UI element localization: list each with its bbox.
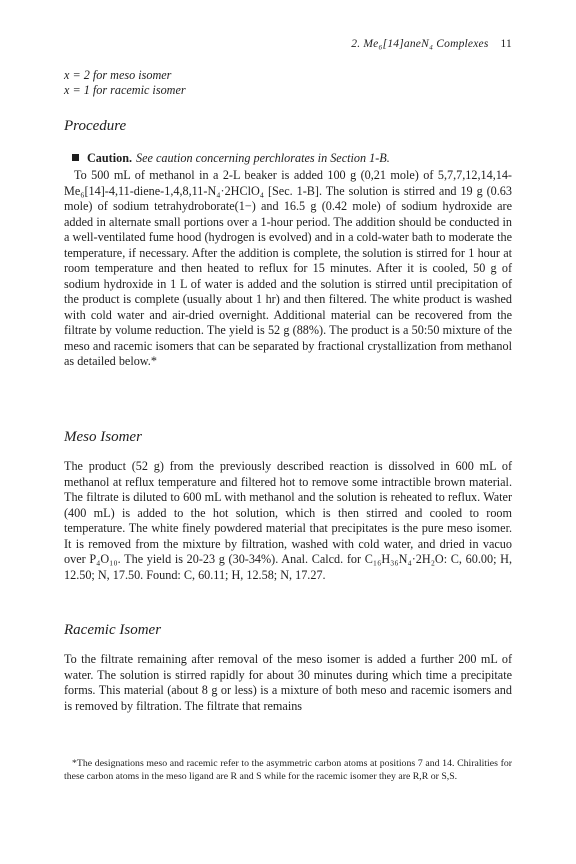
running-head bbox=[351, 38, 512, 50]
racemic-body: To the filtrate remaining after removal of the meso isomer is added a further 200 mL of water. The solution is stirred rapidly for about 30 minutes during which time a precipitate forms. This material (about 8 g or less) is a mixture of both meso and racemic isomers and is removed by filtration. The filtrate that remains bbox=[64, 652, 512, 713]
running-head-title: 2. Me₆[14]aneN₄ Complexes bbox=[351, 38, 489, 50]
definition-meso: x = 2 for meso isomer bbox=[64, 68, 172, 82]
caution-text: See caution concerning perchlorates in Section 1-B. bbox=[136, 151, 390, 165]
meso-body: The product (52 g) from the previously described reaction is dissolved in 600 mL of methanol at reflux temperature and filtered hot to remove some intractible brown material. The filtrate is diluted to 600 mL with methanol and the solution is reheated to reflux. Water (400 mL) is added to the hot solution, which is then stirred and cooled to room temperature. The white finely powdered material that precipitates is the pure meso isomer. It is removed from the mixture by filtration, washed with cold water, and dried in vacuo over P₄O₁₀. The yield is 20-23 g (30-34%). Anal. Calcd. for C₁₆H₃₆N₄·2H₂O: C, 60.00; H, 12.50; N, 17.50. Found: C, 60.11; H, 12.58; N, 17.27. bbox=[64, 459, 512, 582]
definition-racemic: x = 1 for racemic isomer bbox=[64, 83, 186, 97]
bullet-icon bbox=[72, 154, 79, 161]
caution-note bbox=[72, 151, 390, 166]
isomer-definitions bbox=[64, 68, 186, 98]
footnote: *The designations meso and racemic refer to the asymmetric carbon atoms at positions 7 and 14. Chiralities for these carbon atoms in the meso ligand are R and S while for the racemic isomer they are R,R or S,S. bbox=[64, 757, 512, 782]
meso-heading: Meso Isomer bbox=[64, 429, 142, 445]
caution-label: Caution. bbox=[87, 151, 133, 165]
procedure-body: To 500 mL of methanol in a 2-L beaker is added 100 g (0,21 mole) of 5,7,7,12,14,14-Me₆[14]-4,11-diene-1,4,8,11-N₄·2HClO₄ [Sec. 1-B]. The solution is stirred and 19 g (0.63 mole) of sodium tetrahydroborate(1−) and 16.5 g (0.42 mole) of sodium hydroxide are added in alternate small portions over a 1-hour period. The addition should be conducted in a well-ventilated fume hood (hydrogen is evolved) and in a cold-water bath to moderate the temperature, if necessary. After the addition is complete, the solution is stirred for 1 hour at room temperature and then heated to reflux for 15 minutes. After it is cooled, 50 g of sodium hydroxide in 1 L of water is added and the solution is stirred until precipitation of the product is complete (usually about 1 hr) and then filtered. The white product is washed with cold water and air-dried overnight. Additional material can be recovered from the filtrate by volume reduction. The yield is 52 g (88%). The product is a 50:50 mixture of the meso and racemic isomers that can be separated by fractional crystallization from methanol as detailed below.* bbox=[64, 168, 512, 368]
page-number: 11 bbox=[500, 38, 512, 50]
racemic-heading: Racemic Isomer bbox=[64, 622, 162, 638]
procedure-heading: Procedure bbox=[64, 118, 127, 134]
